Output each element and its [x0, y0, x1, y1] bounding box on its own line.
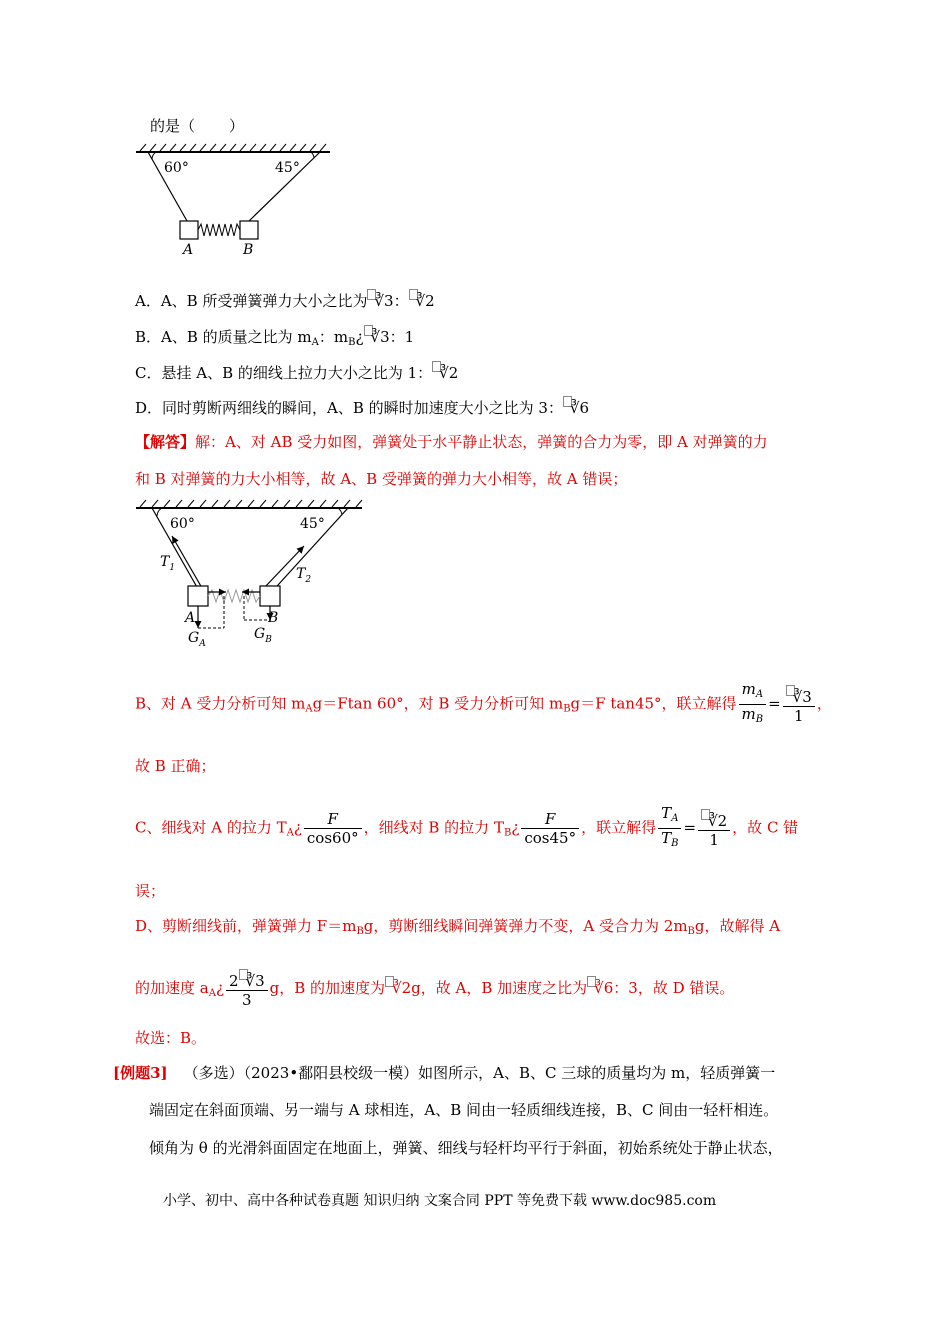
answer-tag: 【解答】	[135, 433, 196, 451]
conclusion: 故选：B。	[135, 1029, 207, 1047]
question-stem-tail: 的是（ ）	[150, 117, 245, 135]
example-tag: [例题3]	[113, 1064, 168, 1082]
figure-force-analysis	[130, 496, 370, 654]
example-line-3: 倾角为 θ 的光滑斜面固定在地面上，弹簧、细线与轻杆均平行于斜面，初始系统处于静止状态，	[149, 1139, 783, 1157]
option-a: A．A、B 所受弹簧弹力大小之比为 ∛3： ∛2	[135, 289, 435, 311]
option-b: B．A、B 的质量之比为 $m_A$：$m_B¿$ ∛3：1	[135, 325, 414, 353]
label-a-2: A	[185, 610, 196, 626]
part-c-line-1: C、细线对 A 的拉力 $T_A¿$ $\frac{F}{\cos 60^\circ}$ ，细线对 B 的拉力 $T_B¿$ $\frac{F}{\cos 45^\circ}$ ，联立解得 $\frac{T_A}{T_B}$ = $\frac{∛2}{1}$ ，故 C 错	[135, 804, 799, 849]
footer: 小学、初中、高中各种试卷真题 知识归纳 文案合同 PPT 等免费下载 www.doc985.com	[163, 1193, 717, 1209]
label-b: B	[243, 242, 254, 258]
figure-spring-blocks	[130, 140, 340, 260]
ga-label: $G_A$	[188, 630, 206, 649]
angle-left-2: 60°	[170, 516, 195, 532]
angle-right-2: 45°	[300, 516, 325, 532]
answer-line-2: 和 B 对弹簧的力大小相等，故 A、B 受弹簧的弹力大小相等，故 A 错误；	[135, 470, 628, 488]
label-b-2: B	[268, 610, 279, 626]
t1-label: $T_1$	[160, 554, 176, 573]
angle-right: 45°	[275, 160, 300, 176]
mass-ratio-fraction: $\frac{m_A}{m_B}$	[739, 680, 767, 729]
example-line-1: [例题3] （多选）（2023•鄱阳县校级一模）如图所示，A、B、C 三球的质量均为 m，轻质弹簧一	[113, 1064, 776, 1082]
part-b-line-2: 故 B 正确；	[135, 757, 216, 775]
part-b-line-1: B、对 A 受力分析可知 $m_Ag=Ftan$ 60°，对 B 受力分析可知 $m_Bg=F$ tan45°，联立解得 $\frac{m_A}{m_B}$ = $\frac{∛3}{1}$ ，	[135, 680, 832, 724]
option-c: C．悬挂 A、B 的细线上拉力大小之比为 1： ∛2	[135, 361, 458, 383]
part-c-line-2: 误；	[135, 882, 166, 900]
t2-label: $T_2$	[296, 566, 312, 585]
answer-line-1: 【解答】解：A、对 AB 受力如图，弹簧处于水平静止状态，弹簧的合力为零，即 A 对弹簧的力	[135, 433, 768, 451]
part-d-line-2: 的加速度 $a_A¿$ $\frac{2 ∛3}{3}$ g，B 的加速度为 ∛2g，故 A，B 加速度之比为 ∛6：3，故 D 错误。	[135, 966, 734, 1010]
angle-left: 60°	[164, 160, 189, 176]
gb-label: $G_B$	[254, 626, 272, 645]
example-line-2: 端固定在斜面顶端、另一端与 A 球相连，A、B 间由一轻质细线连接，B、C 间由一轻杆相连。	[149, 1101, 779, 1119]
label-a: A	[183, 242, 194, 258]
option-d: D．同时剪断两细线的瞬间，A、B 的瞬时加速度大小之比为 3： ∛6	[135, 396, 589, 418]
part-d-line-1: D、剪断细线前，弹簧弹力 $F=m_Bg$，剪断细线瞬间弹簧弹力不变，A 受合力为 $2m_Bg$，故解得 A	[135, 917, 781, 937]
